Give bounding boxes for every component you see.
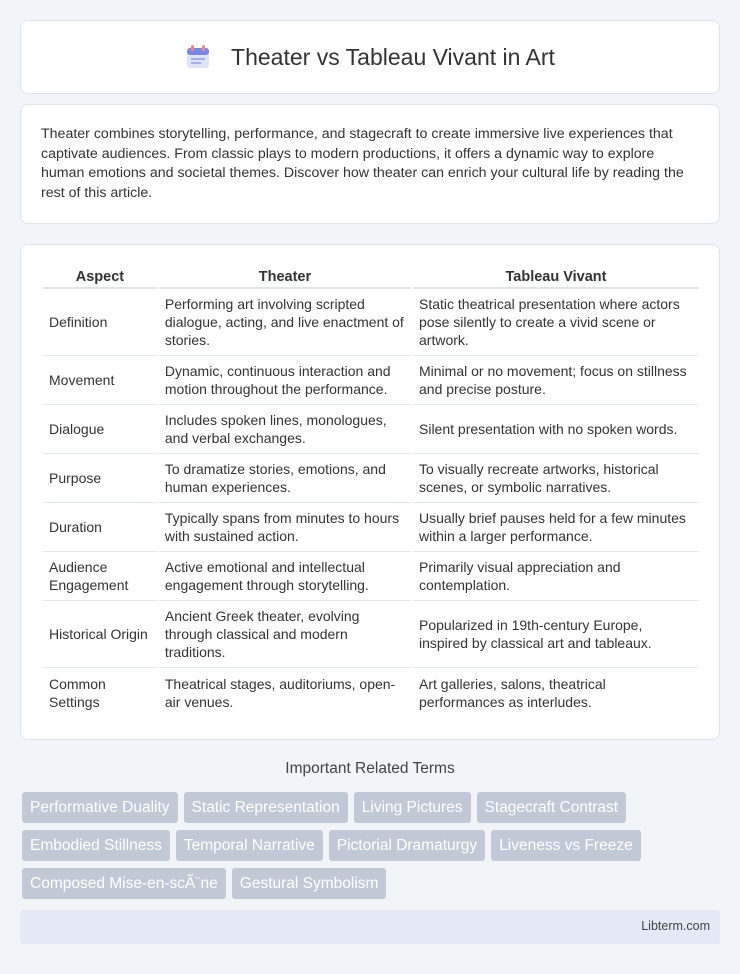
tag-composed-mise-en-scene[interactable]: Composed Mise-en-scÃ¨ne xyxy=(22,868,226,899)
tag-living-pictures[interactable]: Living Pictures xyxy=(354,792,471,823)
table-row xyxy=(43,454,699,503)
tag-stagecraft-contrast[interactable]: Stagecraft Contrast xyxy=(477,792,627,823)
header-tableau-vivant: Tableau Vivant xyxy=(413,267,699,289)
table-row xyxy=(43,601,699,668)
row-aspect: Dialogue xyxy=(43,405,157,454)
footer-site-link[interactable]: Libterm.com xyxy=(641,919,710,933)
row-aspect: Definition xyxy=(43,289,157,356)
intro-card xyxy=(20,104,720,224)
row-theater: Dynamic, continuous interaction and motion throughout the performance. xyxy=(159,356,411,405)
table-header-row xyxy=(43,267,699,289)
tag-liveness-vs-freeze[interactable]: Liveness vs Freeze xyxy=(491,830,641,861)
calendar-icon xyxy=(185,44,211,70)
row-aspect: Common Settings xyxy=(49,676,106,710)
row-aspect: Purpose xyxy=(43,454,157,503)
header-theater: Theater xyxy=(159,267,411,289)
title-card xyxy=(20,20,720,94)
row-theater: Performing art involving scripted dialogue, acting, and live enactment of stories. xyxy=(159,289,411,356)
row-tableau: To visually recreate artworks, historical scenes, or symbolic narratives. xyxy=(413,454,699,503)
row-theater: Includes spoken lines, monologues, and verbal exchanges. xyxy=(159,405,411,454)
row-tableau: Popularized in 19th-century Europe, inspired by classical art and tableaux. xyxy=(413,601,699,668)
comparison-table xyxy=(41,267,701,718)
row-aspect: Movement xyxy=(43,356,157,405)
intro-text: Theater combines storytelling, performance, and stagecraft to create immersive live experiences that captivate audiences. From classic plays to modern productions, it offers a dynamic way to explore human emotions and societal themes. Discover how theater can enrich your cultural life by reading the rest of this article. xyxy=(41,126,684,201)
tag-gestural-symbolism[interactable]: Gestural Symbolism xyxy=(232,868,387,899)
row-theater: Typically spans from minutes to hours with sustained action. xyxy=(159,503,411,552)
row-theater: To dramatize stories, emotions, and human experiences. xyxy=(159,454,411,503)
row-tableau: Silent presentation with no spoken words. xyxy=(413,405,699,454)
tag-performative-duality[interactable]: Performative Duality xyxy=(22,792,178,823)
row-tableau: Primarily visual appreciation and contemplation. xyxy=(413,552,699,601)
tag-pictorial-dramaturgy[interactable]: Pictorial Dramaturgy xyxy=(329,830,485,861)
comparison-card xyxy=(20,244,720,740)
page-title: Theater vs Tableau Vivant in Art xyxy=(231,43,555,70)
header-aspect: Aspect xyxy=(43,267,157,289)
tag-temporal-narrative[interactable]: Temporal Narrative xyxy=(176,830,323,861)
table-row xyxy=(43,503,699,552)
row-aspect: Duration xyxy=(43,503,157,552)
row-tableau: Static theatrical presentation where actors pose silently to create a vivid scene or artwork. xyxy=(413,289,699,356)
row-tableau: Minimal or no movement; focus on stillness and precise posture. xyxy=(413,356,699,405)
related-terms-list xyxy=(22,792,722,906)
row-aspect: Historical Origin xyxy=(43,601,157,668)
table-row xyxy=(43,289,699,356)
table-row xyxy=(43,356,699,405)
related-terms-heading: Important Related Terms xyxy=(285,760,455,777)
tag-embodied-stillness[interactable]: Embodied Stillness xyxy=(22,830,170,861)
row-aspect: Audience Engagement xyxy=(43,552,157,601)
table-row xyxy=(43,405,699,454)
table-row xyxy=(43,668,699,718)
row-theater: Ancient Greek theater, evolving through classical and modern traditions. xyxy=(159,601,411,668)
row-tableau: Art galleries, salons, theatrical performances as interludes. xyxy=(419,676,606,710)
footer xyxy=(20,910,720,944)
row-theater: Theatrical stages, auditoriums, open-air venues. xyxy=(164,676,396,710)
tag-static-representation[interactable]: Static Representation xyxy=(184,792,348,823)
row-tableau: Usually brief pauses held for a few minutes within a larger performance. xyxy=(413,503,699,552)
row-theater: Active emotional and intellectual engagement through storytelling. xyxy=(159,552,411,601)
table-row xyxy=(43,552,699,601)
